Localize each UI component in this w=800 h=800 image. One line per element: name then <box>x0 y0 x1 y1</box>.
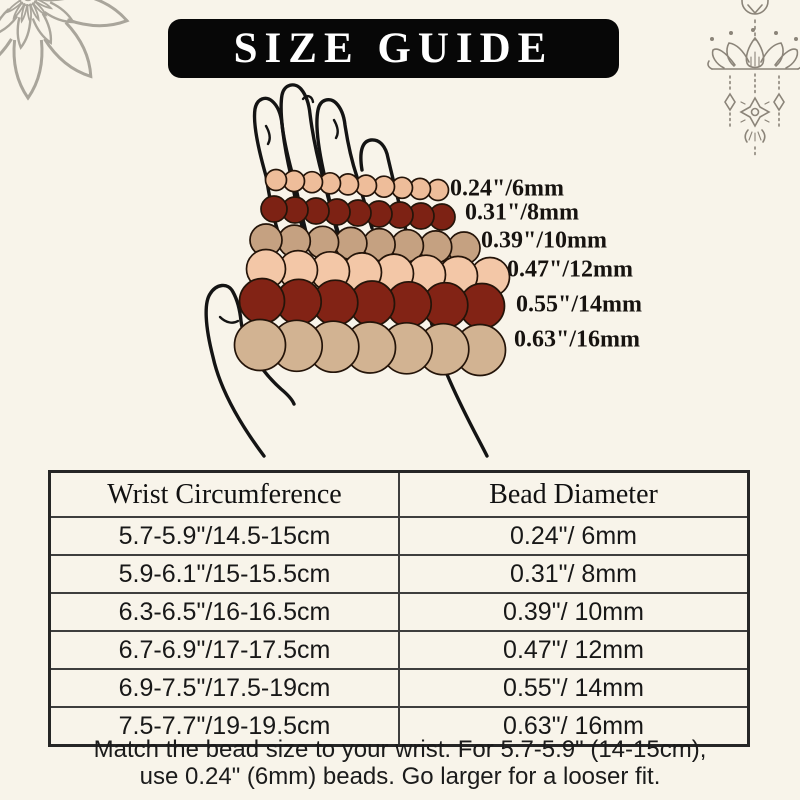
bead-size-label: 0.24"/6mm <box>450 175 564 202</box>
bead-size-label: 0.31"/8mm <box>465 199 579 226</box>
bead-size-label: 0.63"/16mm <box>514 326 640 353</box>
footer-line-1: Match the bead size to your wrist. For 5.7-5.9" (14-15cm), <box>93 736 707 763</box>
table-row <box>50 669 749 707</box>
header-bead-diameter: Bead Diameter <box>399 472 749 518</box>
cell-wrist-circumference: 5.7-5.9"/14.5-15cm <box>50 517 400 555</box>
size-table <box>48 470 750 747</box>
bead-size-label: 0.47"/12mm <box>507 256 633 283</box>
cell-bead-diameter: 0.63"/ 16mm <box>399 707 749 746</box>
cell-bead-diameter: 0.47"/ 12mm <box>399 631 749 669</box>
table-header-row <box>50 472 749 518</box>
cell-wrist-circumference: 6.7-6.9"/17-17.5cm <box>50 631 400 669</box>
bead-size-label: 0.39"/10mm <box>481 227 607 254</box>
footer-line-2: use 0.24" (6mm) beads. Go larger for a looser fit. <box>139 763 661 790</box>
table-row <box>50 631 749 669</box>
footer-note <box>0 736 800 790</box>
bead-size-label: 0.55"/14mm <box>516 291 642 318</box>
cell-wrist-circumference: 6.9-7.5"/17.5-19cm <box>50 669 400 707</box>
cell-bead-diameter: 0.55"/ 14mm <box>399 669 749 707</box>
cell-wrist-circumference: 6.3-6.5"/16-16.5cm <box>50 593 400 631</box>
cell-wrist-circumference: 5.9-6.1"/15-15.5cm <box>50 555 400 593</box>
cell-bead-diameter: 0.39"/ 10mm <box>399 593 749 631</box>
cell-bead-diameter: 0.24"/ 6mm <box>399 517 749 555</box>
table-row <box>50 593 749 631</box>
page-title: SIZE GUIDE <box>233 25 554 72</box>
cell-wrist-circumference: 7.5-7.7"/19-19.5cm <box>50 707 400 746</box>
table-row <box>50 517 749 555</box>
cell-bead-diameter: 0.31"/ 8mm <box>399 555 749 593</box>
header-wrist-circumference: Wrist Circumference <box>50 472 400 518</box>
table-row <box>50 555 749 593</box>
